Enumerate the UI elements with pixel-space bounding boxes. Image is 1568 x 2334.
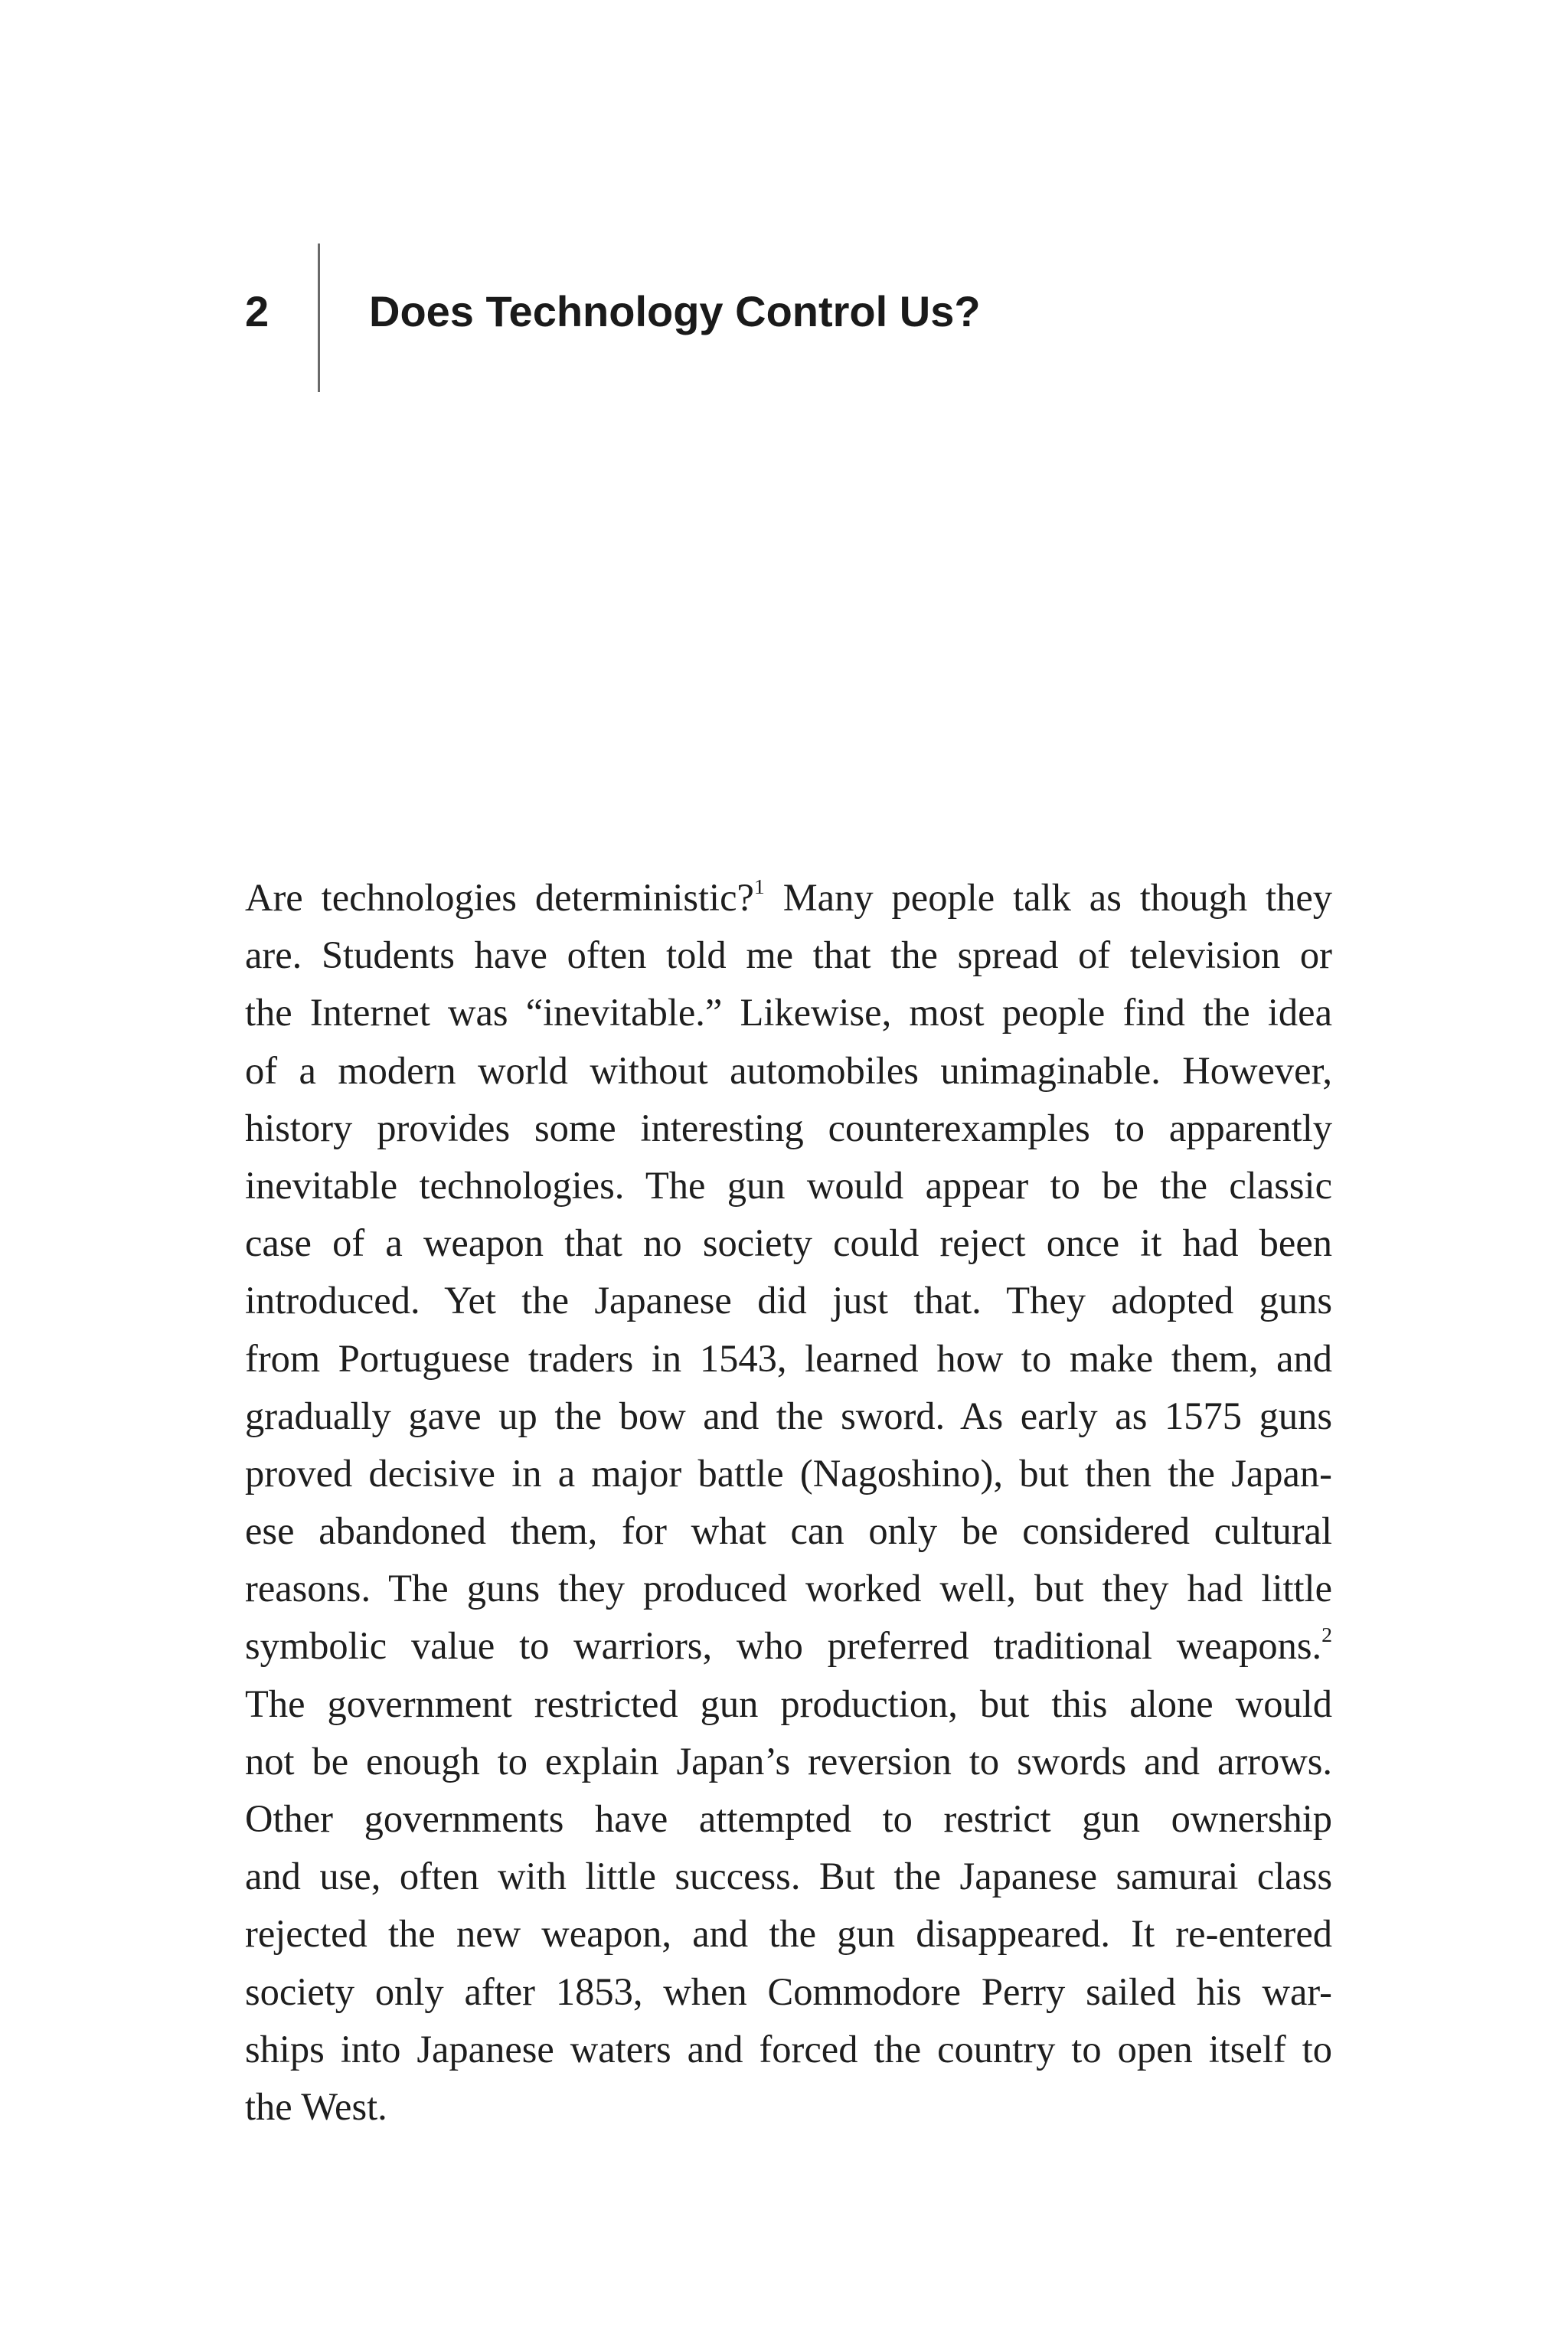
paragraph-line: inevitable technologies. The gun would appear to be the classic xyxy=(245,1163,1332,1207)
paragraph-line xyxy=(245,869,1332,927)
footnote-marker[interactable]: 1 xyxy=(753,874,765,899)
paragraph-line: of a modern world without automobiles unimaginable. However, xyxy=(245,1048,1332,1092)
paragraph-line: ships into Japanese waters and forced the country to open itself to xyxy=(245,2027,1332,2071)
paragraph-line: society only after 1853, when Commodore Perry sailed his war- xyxy=(245,1970,1332,2013)
body-paragraph xyxy=(245,869,1332,2136)
paragraph-line: Other governments have attempted to restrict gun ownership xyxy=(245,1797,1332,1840)
paragraph-line: reasons. The guns they produced worked well, but they had little xyxy=(245,1567,1332,1610)
paragraph-line: the West. xyxy=(245,2084,387,2128)
paragraph-line: case of a weapon that no society could reject once it had been xyxy=(245,1221,1332,1265)
footnote-marker[interactable]: 2 xyxy=(1321,1623,1332,1648)
paragraph-line: and use, often with little success. But the Japanese samurai class xyxy=(245,1855,1332,1898)
paragraph-line: proved decisive in a major battle (Nagoshino), but then the Japan- xyxy=(245,1451,1332,1495)
paragraph-line: gradually gave up the bow and the sword. As early as 1575 guns xyxy=(245,1394,1332,1437)
paragraph-line: the Internet was “inevitable.” Likewise, most people find the idea xyxy=(245,991,1332,1035)
paragraph-line: introduced. Yet the Japanese did just that. They adopted guns xyxy=(245,1279,1332,1322)
paragraph-line: are. Students have often told me that the spread of television or xyxy=(245,933,1332,977)
chapter-title: Does Technology Control Us? xyxy=(369,287,981,335)
paragraph-line: history provides some interesting counterexamples to apparently xyxy=(245,1106,1332,1149)
paragraph-line: from Portuguese traders in 1543, learned how to make them, and xyxy=(245,1336,1332,1380)
line-text: Are technologies deterministic? xyxy=(245,876,754,919)
paragraph-line: The government restricted gun production, but this alone would xyxy=(245,1682,1332,1725)
line-text: Many people talk as though they xyxy=(764,876,1332,919)
paragraph-line: not be enough to explain Japan’s reversion to swords and arrows. xyxy=(245,1739,1332,1783)
paragraph-line: ese abandoned them, for what can only be considered cultural xyxy=(245,1509,1332,1553)
chapter-divider-rule xyxy=(318,244,320,392)
paragraph-line xyxy=(245,1617,1332,1675)
line-text: symbolic value to warriors, who preferred traditional weapons. xyxy=(245,1624,1322,1668)
chapter-number: 2 xyxy=(245,287,270,335)
paragraph-line: rejected the new weapon, and the gun disappeared. It re-entered xyxy=(245,1912,1332,1956)
